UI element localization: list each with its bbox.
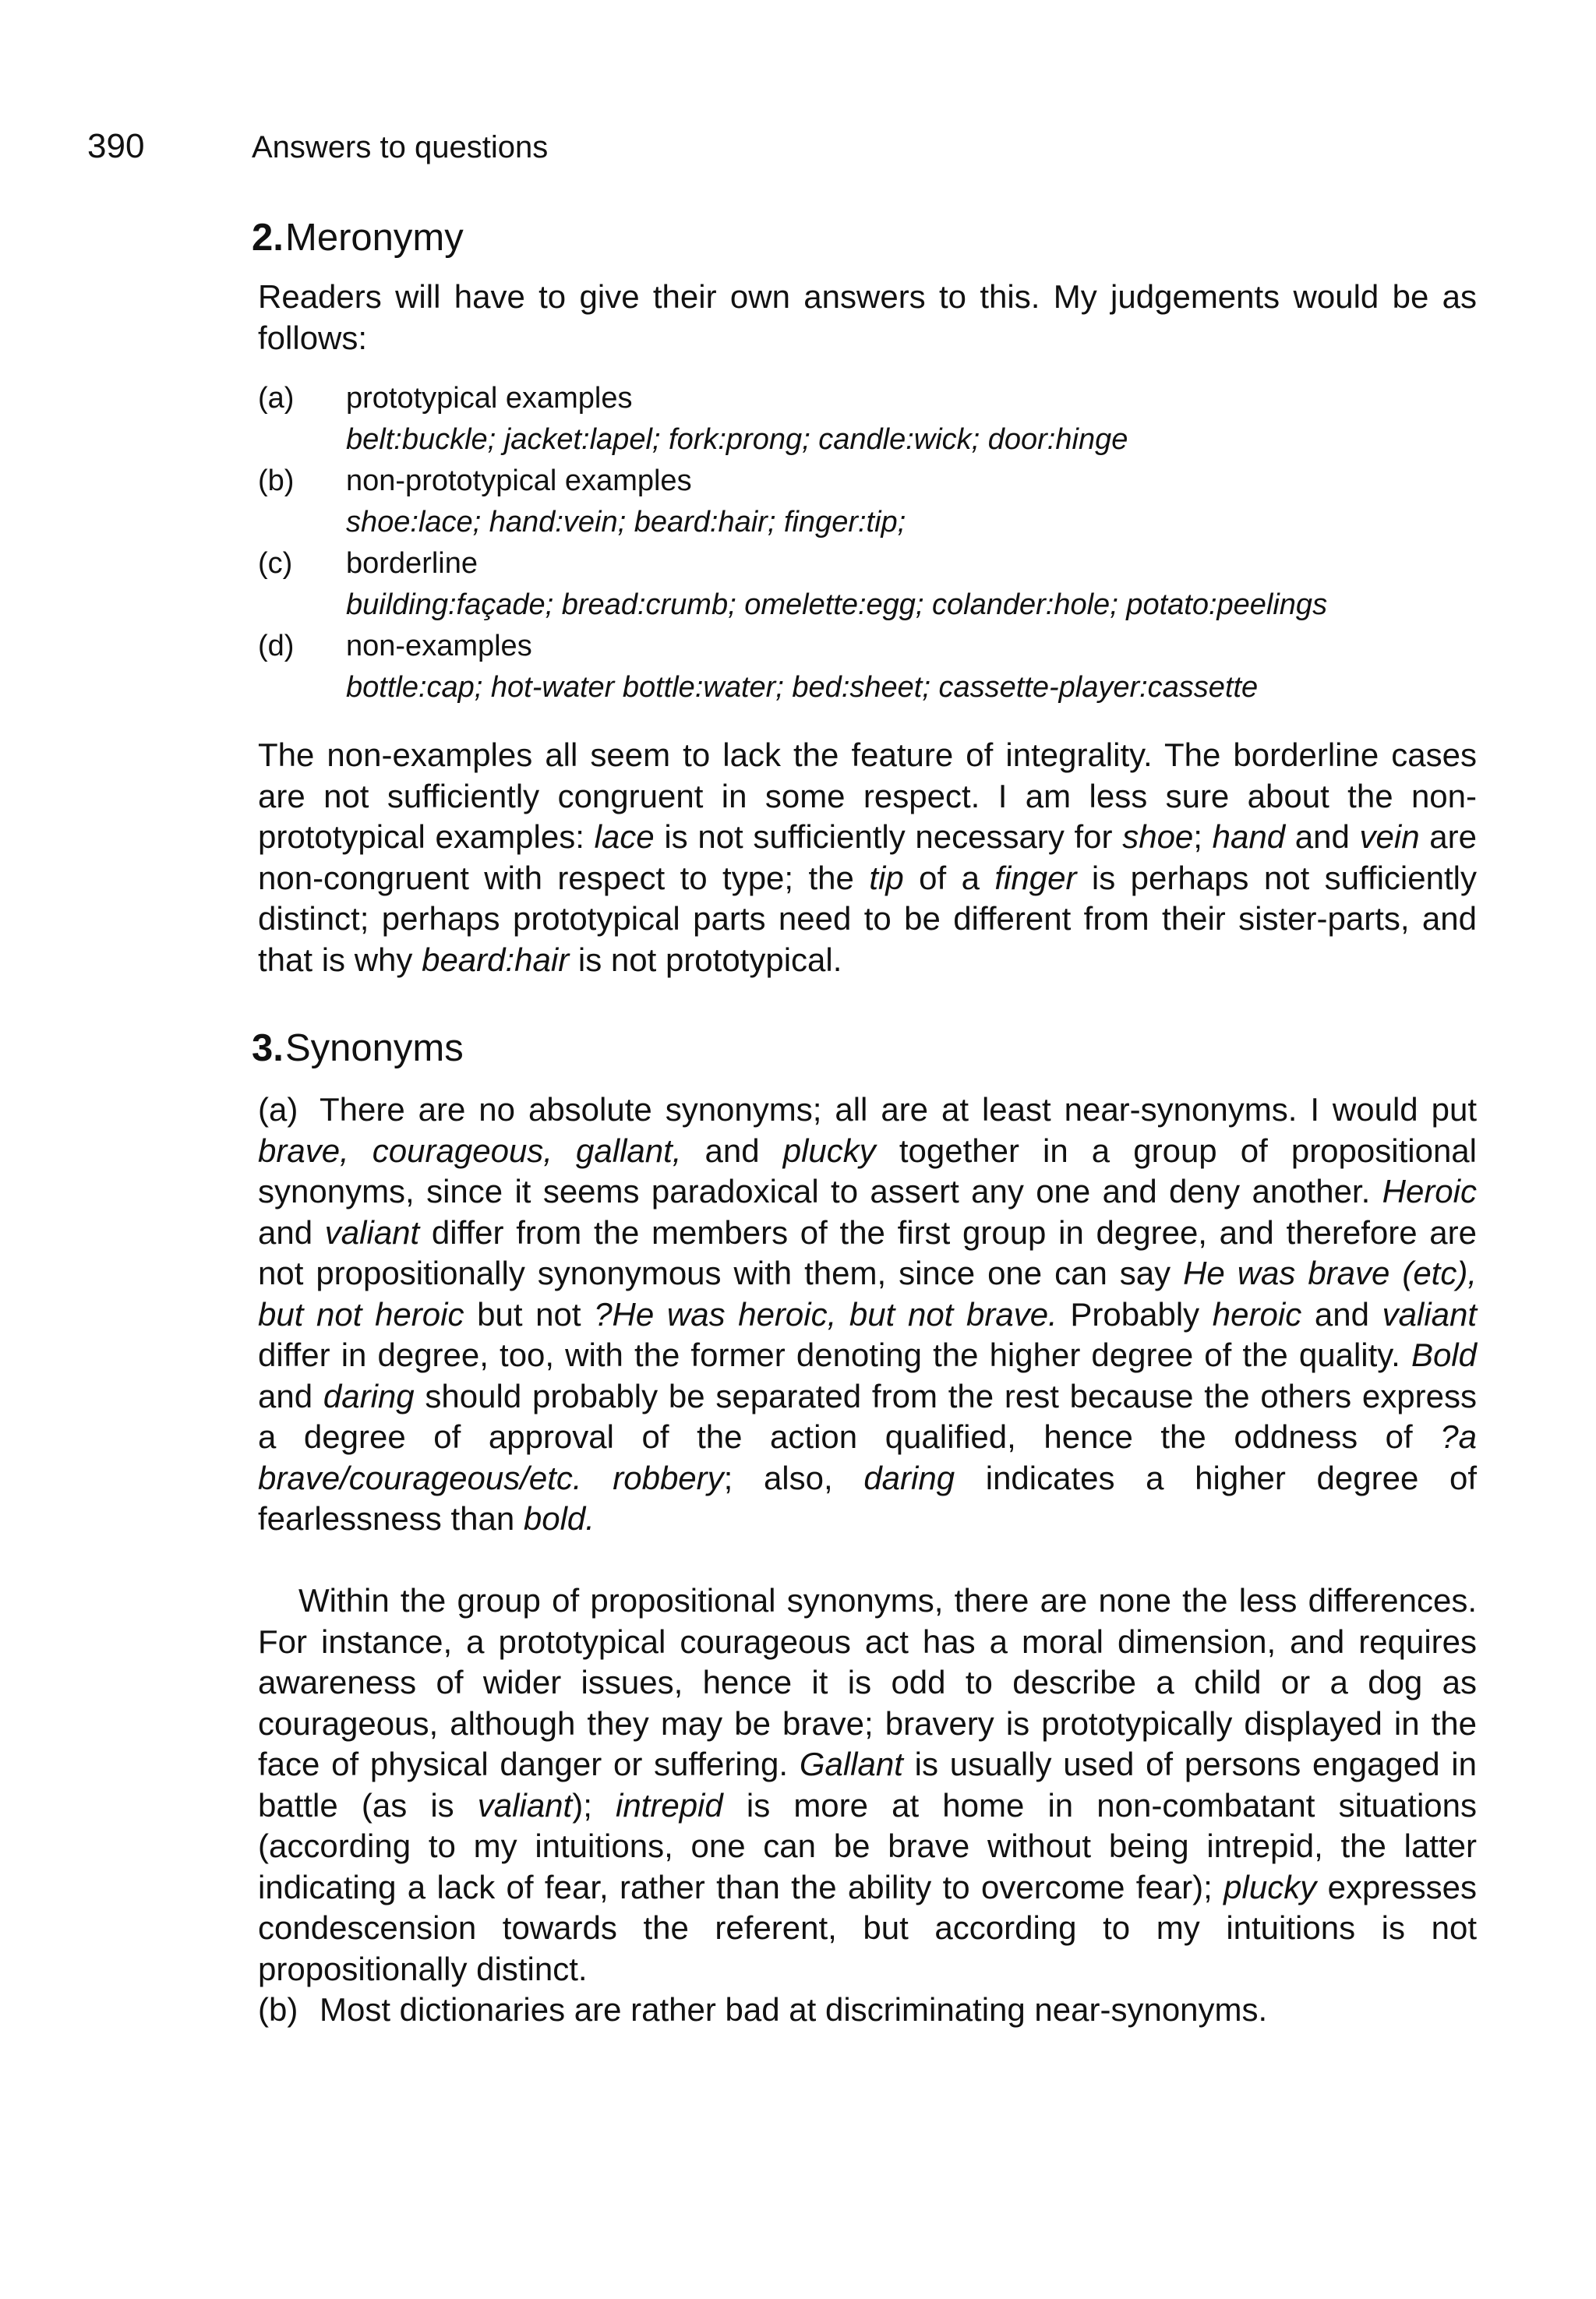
synonyms-answer-a — [258, 1089, 1477, 1540]
italic-term: Gallant — [799, 1746, 903, 1782]
italic-term: ?He was heroic, but not brave. — [594, 1295, 1058, 1333]
running-head — [87, 125, 548, 169]
list-item-title: non-prototypical examples — [346, 464, 692, 497]
italic-term: intrepid — [615, 1786, 723, 1824]
running-title: Answers to questions — [252, 130, 549, 164]
list-item-label: (a) — [258, 382, 295, 415]
italic-term: lace — [594, 818, 655, 855]
answer-label: (a) — [258, 1091, 298, 1128]
italic-term: Bold — [1411, 1337, 1477, 1373]
italic-term: plucky — [782, 1132, 876, 1169]
italic-term: daring — [863, 1459, 955, 1496]
section-heading-meronymy — [252, 210, 464, 265]
meronymy-discussion: The non-examples all seem to lack the feature of integrality. The borderline cases are not sufficiently congruent in some respect. I am less sure about the non-prototypical examples: lace is not sufficiently necessary for shoe; hand and vein are non-congruent with respect to type; the tip of a finger is perhaps not sufficiently distinct; perhaps prototypical parts need to be different from their sister-parts, and that is why beard:hair is not prototypical. — [258, 736, 1477, 978]
list-item — [258, 378, 1505, 461]
list-item-title: prototypical examples — [346, 382, 633, 415]
italic-term: finger — [994, 859, 1077, 896]
italic-term: valiant — [477, 1786, 573, 1824]
list-item-label: (c) — [258, 547, 293, 580]
list-item-label: (d) — [258, 630, 295, 662]
synonyms-answer-b — [258, 1990, 1477, 2031]
italic-term: He was brave (etc), but not heroic — [258, 1255, 1477, 1333]
answer-text: Most dictionaries are rather bad at discriminating near-synonyms. — [320, 1991, 1268, 2028]
section-title: Synonyms — [285, 1027, 464, 1069]
judgement-list — [258, 378, 1505, 708]
italic-term: daring — [323, 1377, 415, 1414]
answer-text: There are no absolute synonyms; all are at least near-synonyms. I would put brave, courageous, gallant, and plucky together in a group of propositional synonyms, since it seems paradoxical to assert any one and deny another. Heroic and valiant differ from the members of the first group in degree, and therefore are not propositionally synonymous with them, since one can say He was brave (etc), but not heroic but not ?He was heroic, but not brave. Probably heroic and valiant differ in degree, too, with the former denoting the higher degree of the quality. Bold and daring should probably be separated from the rest because the others express a degree of approval of the action qualified, hence the oddness of ?a brave/courageous/etc. robbery; also, daring indicates a higher degree of fearlessness than bold. — [258, 1091, 1477, 1537]
italic-term: brave, courageous, gallant, — [258, 1132, 682, 1169]
italic-term: valiant — [1382, 1295, 1477, 1333]
italic-term: shoe — [1122, 818, 1194, 855]
italic-term: beard:hair — [422, 941, 570, 978]
answer-label: (b) — [258, 1991, 298, 2028]
italic-term: tip — [869, 859, 904, 896]
italic-term: hand — [1212, 818, 1286, 855]
list-item-examples: belt:buckle; jacket:lapel; fork:prong; candle:wick; door:hinge — [346, 423, 1128, 456]
italic-term: plucky — [1223, 1868, 1317, 1905]
italic-term: valiant — [324, 1213, 420, 1251]
synonyms-answer-a-continued: Within the group of propositional synonyms, there are none the less differences. For instance, a prototypical courageous act has a moral dimension, and requires awareness of wider issues, hence it is odd to describe a child or a dog as courageous, although they may be brave; bravery is prototypically displayed in the face of physical danger or suffering. Gallant is usually used of persons engaged in battle (as is valiant); intrepid is more at home in non-combatant situations (according to my intuitions, one can be brave without being intrepid, the latter indicating a lack of fear, rather than the ability to overcome fear); plucky expresses condescension towards the referent, but according to my intuitions is not propositionally distinct. — [258, 1582, 1478, 1987]
italic-term: heroic — [1212, 1295, 1302, 1333]
section-number: 3. — [252, 1027, 284, 1069]
meronymy-intro: Readers will have to give their own answers to this. My judgements would be as follows: — [258, 278, 1477, 356]
italic-term: bold. — [523, 1500, 595, 1537]
list-item-title: borderline — [346, 547, 478, 580]
list-item — [258, 461, 1505, 543]
list-item-examples: building:façade; bread:crumb; omelette:egg; colander:hole; potato:peelings — [346, 588, 1328, 621]
page-number: 390 — [87, 127, 145, 165]
list-item — [258, 626, 1505, 708]
list-item-examples: bottle:cap; hot-water bottle:water; bed:sheet; cassette-player:cassette — [346, 671, 1259, 704]
list-item-title: non-examples — [346, 630, 532, 662]
section-heading-synonyms — [252, 1021, 464, 1075]
italic-term: Heroic — [1382, 1173, 1477, 1210]
list-item — [258, 543, 1505, 626]
italic-term: vein — [1359, 818, 1420, 855]
section-number: 2. — [252, 217, 284, 259]
section-title: Meronymy — [285, 217, 464, 259]
italic-term: ?a brave/courageous/etc. robbery — [258, 1418, 1477, 1496]
list-item-examples: shoe:lace; hand:vein; beard:hair; finger:tip; — [346, 506, 906, 539]
list-item-label: (b) — [258, 464, 295, 497]
